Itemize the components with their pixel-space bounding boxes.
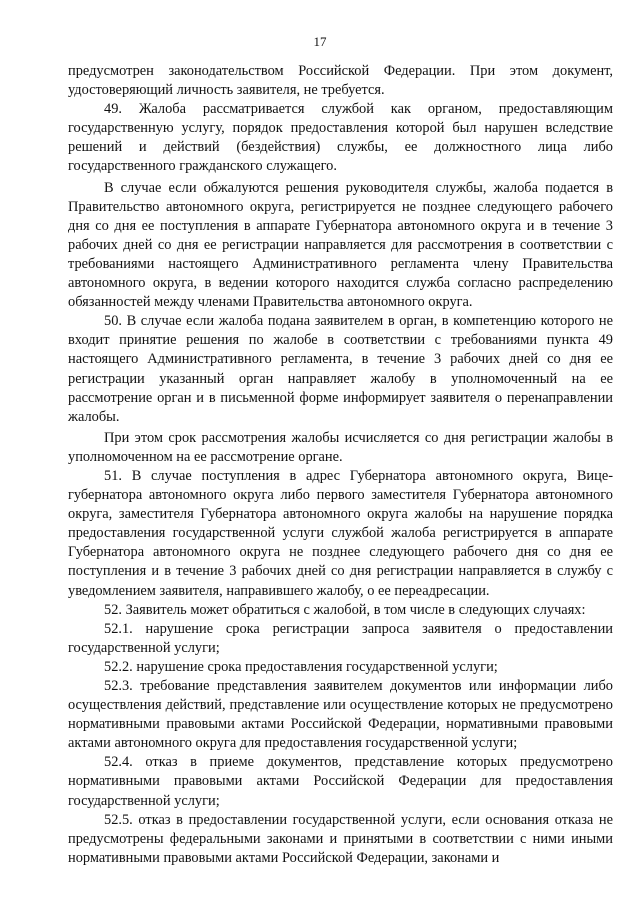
paragraph-51: 51. В случае поступления в адрес Губернатора автономного округа, Вице-губернатора автономного округа либо первого заместителя Губернатора автономного округа, заместителя Губернатора автономного округа жалобы на нарушение порядка предоставления государственной услуги службой жалоба регистрируется в аппарате Губернатора автономного округа не позднее следующего рабочего дня со дня ее поступления и в течение 3 рабочих дней со дня регистрации направляется в службу с уведомлением заявителя, направившего жалобу, о ее переадресации. (68, 467, 613, 599)
paragraph-52: 52. Заявитель может обратиться с жалобой, в том числе в следующих случаях: (104, 601, 586, 618)
paragraph-52-5: 52.5. отказ в предоставлении государственной услуги, если основания отказа не предусмотрены федеральными законами и принятыми в соответствии с ними иными нормативными правовыми актами Российской Федерации, законами и (68, 811, 613, 866)
page-number: 17 (313, 34, 327, 49)
document-body (68, 62, 613, 868)
paragraph-50-term: При этом срок рассмотрения жалобы исчисляется со дня регистрации жалобы в уполномоченном на ее рассмотрение органе. (68, 429, 613, 465)
paragraph-50: 50. В случае если жалоба подана заявителем в орган, в компетенцию которого не входит принятие решения по жалобе в соответствии с требованиями пункта 49 настоящего Административного регламента, в течение 3 рабочих дней со дня ее регистрации указанный орган направляет жалобу в уполномоченный на ее рассмотрение орган и в письменной форме информирует заявителя о перенаправлении жалобы. (68, 313, 613, 425)
paragraph-52-2: 52.2. нарушение срока предоставления государственной услуги; (104, 658, 498, 675)
paragraph-49: 49. Жалоба рассматривается службой как органом, предоставляющим государственную услугу, порядок предоставления которой был нарушен вследствие решений и действий (бездействия) службы, ее должностного лица либо государственного гражданского служащего. (68, 101, 613, 175)
paragraph-52-4: 52.4. отказ в приеме документов, представление которых предусмотрено нормативными правовыми актами Российской Федерации для предоставления государственной услуги; (68, 754, 613, 809)
paragraph-49-appeal-head: В случае если обжалуются решения руководителя службы, жалоба подается в Правительство автономного округа, регистрируется не позднее следующего рабочего дня со дня ее поступления в аппарате Губернатора автономного округа и в течение 3 рабочих дней со дня ее регистрации направляется для рассмотрения в соответствии с требованиями настоящего Административного регламента члену Правительства автономного округа, в ведении которого находится служба согласно распределению обязанностей между членами Правительства автономного округа. (68, 179, 613, 311)
paragraph-continuation: предусмотрен законодательством Российской Федерации. При этом документ, удостоверяющий личность заявителя, не требуется. (68, 63, 613, 99)
paragraph-52-1: 52.1. нарушение срока регистрации запроса заявителя о предоставлении государственной услуги; (68, 620, 613, 656)
paragraph-52-3: 52.3. требование представления заявителем документов или информации либо осуществления действий, представление или осуществление которых не предусмотрено нормативными правовыми актами Российской Федерации, нормативными правовыми актами автономного округа для предоставления государственной услуги; (68, 678, 613, 752)
